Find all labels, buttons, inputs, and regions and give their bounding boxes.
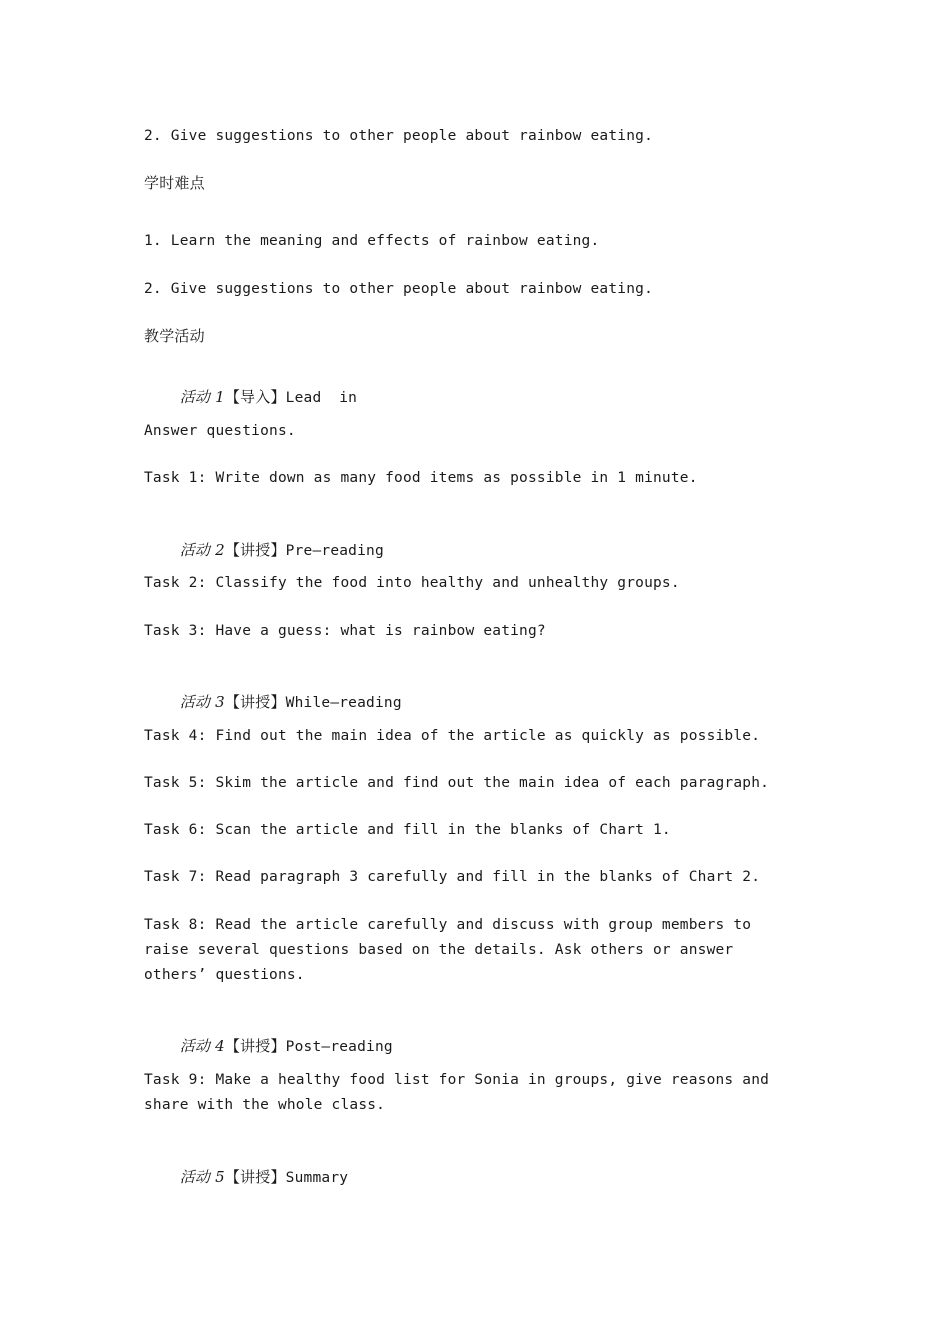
- activity-3-line-2: Task 5: Skim the article and find out the main idea of each paragraph.: [144, 775, 770, 791]
- activity-5-prefix: 活动 5: [179, 1168, 225, 1186]
- activity-2-line-2: Task 3: Have a guess: what is rainbow eating?: [144, 623, 546, 639]
- activity-2-title: Pre—reading: [285, 543, 384, 559]
- activity-5-tag: 【讲授】: [224, 1168, 286, 1186]
- activity-3-tag: 【讲授】: [224, 693, 286, 711]
- activity-2-line-1: Task 2: Classify the food into healthy and unhealthy groups.: [144, 575, 680, 591]
- difficulties-heading: 学时难点: [144, 174, 205, 192]
- activity-4-tag: 【讲授】: [224, 1037, 286, 1055]
- activity-4-line-1: Task 9: Make a healthy food list for Sonia in groups, give reasons and share with the whole class.: [144, 1072, 779, 1113]
- activity-1-title: Lead in: [285, 390, 358, 406]
- activity-2-tag: 【讲授】: [224, 541, 286, 559]
- activity-1-prefix: 活动 1: [179, 388, 225, 406]
- activity-3-line-3: Task 6: Scan the article and fill in the blanks of Chart 1.: [144, 822, 671, 838]
- activity-3-title: While—reading: [285, 695, 402, 711]
- activity-5-title: Summary: [285, 1170, 349, 1186]
- objective-item-2: 2. Give suggestions to other people about rainbow eating.: [144, 128, 653, 144]
- activity-3-prefix: 活动 3: [179, 693, 225, 711]
- activity-2-prefix: 活动 2: [179, 541, 225, 559]
- activity-4-title: Post—reading: [285, 1039, 393, 1055]
- activity-1-line-1: Answer questions.: [144, 423, 296, 439]
- activity-3-line-4: Task 7: Read paragraph 3 carefully and fill in the blanks of Chart 2.: [144, 869, 761, 885]
- activities-heading: 教学活动: [144, 327, 205, 345]
- difficulty-item-2: 2. Give suggestions to other people about rainbow eating.: [144, 281, 653, 297]
- activity-1-tag: 【导入】: [224, 388, 286, 406]
- activity-1-line-2: Task 1: Write down as many food items as possible in 1 minute.: [144, 470, 698, 486]
- activity-4-prefix: 活动 4: [179, 1037, 225, 1055]
- difficulty-item-1: 1. Learn the meaning and effects of rainbow eating.: [144, 233, 600, 249]
- activity-3-line-5: Task 8: Read the article carefully and discuss with group members to raise several questions based on the details. Ask others or answer others’ questions.: [144, 917, 761, 983]
- activity-5-heading: [144, 1140, 794, 1216]
- activity-3-line-1: Task 4: Find out the main idea of the article as quickly as possible.: [144, 728, 761, 744]
